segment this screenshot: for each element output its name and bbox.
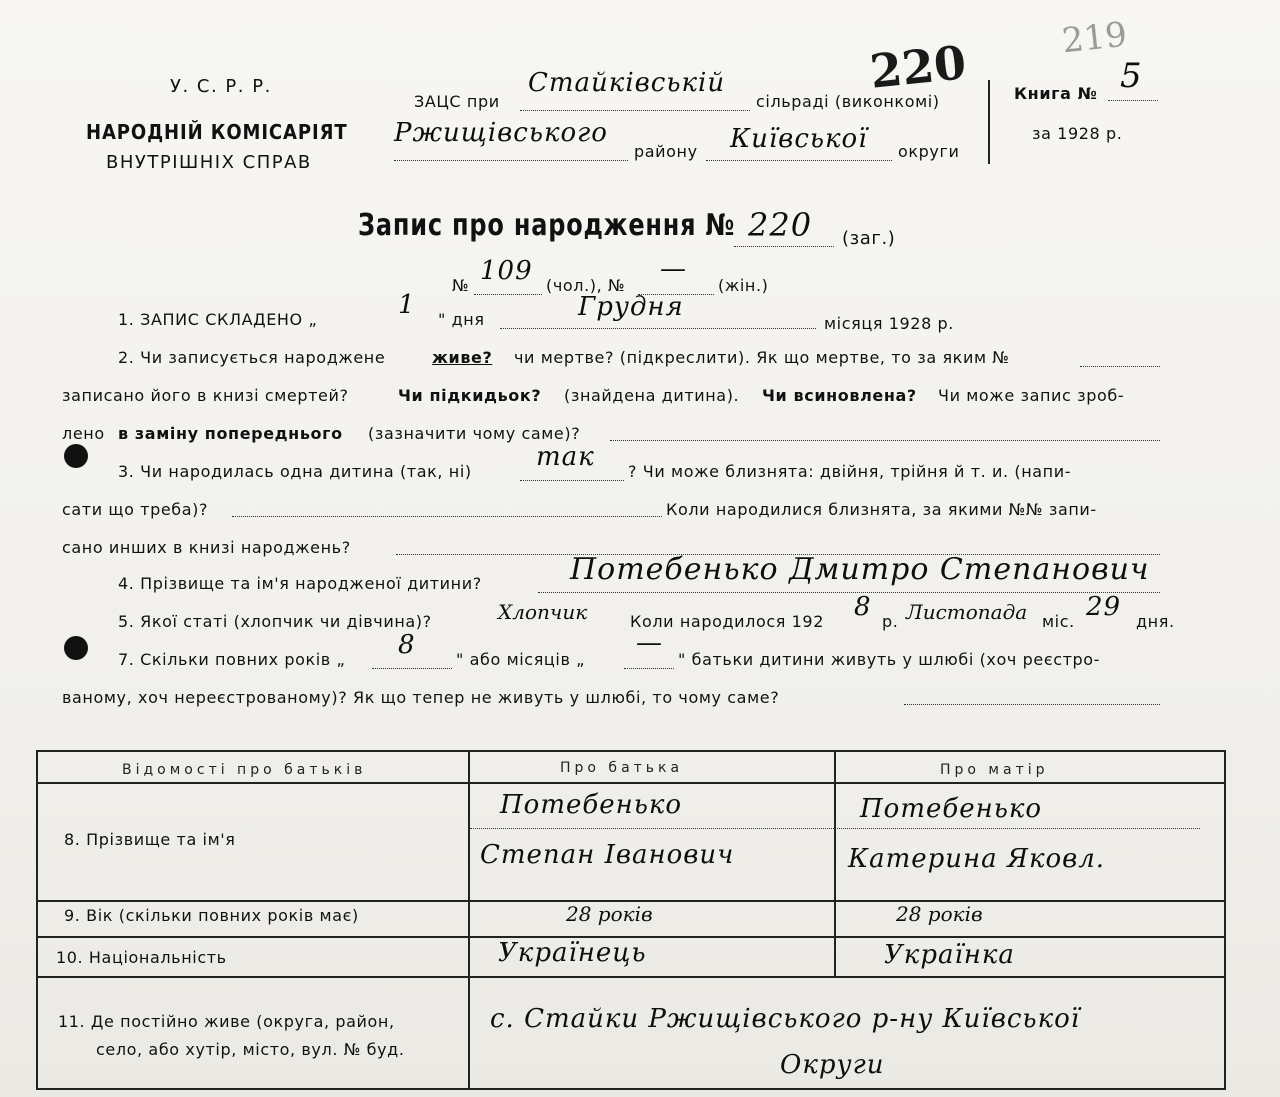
item5-day-label: дня. bbox=[1136, 612, 1175, 631]
stamp-number: 220 bbox=[867, 35, 969, 99]
dotted-line bbox=[1080, 366, 1160, 367]
male-label: (чол.), № bbox=[546, 276, 626, 295]
table-col-line bbox=[834, 752, 836, 902]
item1-day: 1 bbox=[398, 290, 416, 320]
dotted-line bbox=[470, 828, 1200, 829]
father-age: 28 років bbox=[566, 902, 653, 926]
item7-end: " батьки дитини живуть у шлюбі (хоч реєстро- bbox=[678, 650, 1101, 669]
punch-hole bbox=[64, 444, 88, 468]
dotted-line bbox=[500, 328, 816, 329]
region-label: округи bbox=[898, 142, 960, 161]
item1-label: 1. ЗАПИС СКЛАДЕНО „ bbox=[118, 310, 318, 329]
pencil-number: 219 bbox=[1060, 14, 1129, 62]
item2-replace: в заміну попереднього bbox=[118, 424, 343, 443]
father-surname: Потебенько bbox=[500, 790, 683, 820]
dotted-line bbox=[706, 160, 892, 161]
item5-born: Коли народилося 192 bbox=[630, 612, 824, 631]
child-sex: Хлопчик bbox=[498, 600, 588, 624]
table-header-info: Відомості про батьків bbox=[122, 762, 367, 778]
item5-month-label: міс. bbox=[1042, 612, 1075, 631]
item1-mid: " дня bbox=[438, 310, 485, 329]
record-number: 220 bbox=[748, 206, 813, 244]
punch-hole bbox=[64, 636, 88, 660]
table-col-line bbox=[834, 902, 836, 976]
book-value: 5 bbox=[1120, 56, 1143, 96]
dotted-line bbox=[474, 294, 542, 295]
item2-adopt: Чи всиновлена? bbox=[762, 386, 917, 405]
row9-label: 9. Вік (скільки повних років має) bbox=[64, 906, 359, 925]
item2-line2b: (знайдена дитина). bbox=[564, 386, 740, 405]
dotted-line bbox=[1108, 100, 1158, 101]
district-value: Ржищівського bbox=[394, 118, 608, 148]
item3-value: так bbox=[536, 442, 595, 472]
item7-line2: ваному, хоч нереєстрованому)? Як що тепер не живуть у шлюбі, то чому саме? bbox=[62, 688, 780, 707]
child-name: Потебенько Дмитро Степанович bbox=[570, 552, 1150, 587]
dotted-line bbox=[394, 160, 628, 161]
ussr-label: У. С. Р. Р. bbox=[170, 76, 272, 97]
book-box-border bbox=[988, 80, 990, 164]
dotted-line bbox=[904, 704, 1160, 705]
dotted-line bbox=[372, 668, 452, 669]
dotted-line bbox=[734, 246, 834, 247]
item3-line2a: сати що треба)? bbox=[62, 500, 209, 519]
item3-line1b: ? Чи може близнята: двійня, трійня й т. и. (напи- bbox=[628, 462, 1072, 481]
table-col-line bbox=[468, 752, 470, 1088]
item7-label: 7. Скільки повних років „ bbox=[118, 650, 346, 669]
mother-surname: Потебенько bbox=[860, 794, 1043, 824]
father-name: Степан Іванович bbox=[480, 840, 735, 870]
female-number: — bbox=[660, 254, 687, 284]
item2-line3a: лено bbox=[62, 424, 105, 443]
residence-line1: с. Стайки Ржищівського р-ну Київської bbox=[490, 1004, 1081, 1034]
marriage-years: 8 bbox=[398, 630, 416, 660]
marriage-months: — bbox=[636, 628, 663, 658]
birth-year-digit: 8 bbox=[854, 592, 872, 622]
father-nationality: Українець bbox=[498, 938, 647, 968]
item2-found: Чи підкидьок? bbox=[398, 386, 542, 405]
row8-label: 8. Прізвище та ім'я bbox=[64, 830, 236, 849]
item2-line1b: чи мертве? (підкреслити). Як що мертве, то за яким № bbox=[514, 348, 1010, 367]
zags-at-value: Стайківській bbox=[528, 68, 726, 98]
mother-age: 28 років bbox=[896, 902, 983, 926]
council-label: сільраді (виконкомі) bbox=[756, 92, 940, 111]
item3-line3: сано инших в книзі народжень? bbox=[62, 538, 351, 557]
item4-label: 4. Прізвище та ім'я народженої дитини? bbox=[118, 574, 482, 593]
item2-line3b: (зазначити чому саме)? bbox=[368, 424, 581, 443]
male-number: 109 bbox=[480, 256, 533, 286]
table-header-mother: Про матір bbox=[940, 762, 1049, 778]
region-value: Київської bbox=[730, 124, 868, 154]
dotted-line bbox=[232, 516, 662, 517]
residence-line2: Округи bbox=[780, 1050, 885, 1080]
row11-label-2: село, або хутір, місто, вул. № буд. bbox=[96, 1040, 405, 1059]
district-label: району bbox=[634, 142, 698, 161]
item2-alive: живе? bbox=[432, 348, 493, 367]
zags-at-label: ЗАЦС при bbox=[414, 92, 500, 111]
item1-month: Грудня bbox=[578, 292, 684, 322]
year-label: за 1928 р. bbox=[1032, 124, 1123, 143]
dotted-line bbox=[624, 668, 674, 669]
dotted-line bbox=[610, 440, 1160, 441]
dotted-line bbox=[520, 480, 624, 481]
row11-label-1: 11. Де постійно живе (округа, район, bbox=[58, 1012, 395, 1031]
birth-day: 29 bbox=[1086, 592, 1122, 622]
item2-line2a: записано його в книзі смертей? bbox=[62, 386, 349, 405]
table-header-line bbox=[36, 782, 1224, 784]
dotted-line bbox=[538, 592, 1160, 593]
birth-month: Листопада bbox=[906, 600, 1028, 624]
row10-label: 10. Національність bbox=[56, 948, 227, 967]
item5-year-suffix: р. bbox=[882, 612, 899, 631]
mother-name: Катерина Яковл. bbox=[848, 844, 1106, 874]
item2-line2c: Чи може запис зроб- bbox=[938, 386, 1125, 405]
table-header-father: Про батька bbox=[560, 760, 684, 776]
internal-affairs-label: ВНУТРІШНІХ СПРАВ bbox=[106, 152, 312, 173]
record-title: Запис про народження № bbox=[358, 208, 736, 243]
record-number-suffix: (заг.) bbox=[842, 228, 896, 249]
book-label: Книга № bbox=[1014, 84, 1098, 103]
item5-label: 5. Якої статі (хлопчик чи дівчина)? bbox=[118, 612, 432, 631]
item3-line2b: Коли народилися близнята, за якими №№ запи- bbox=[666, 500, 1097, 519]
item7-mid: " або місяців „ bbox=[456, 650, 586, 669]
number-sign: № bbox=[452, 276, 470, 295]
item2-line1a: 2. Чи записується народжене bbox=[118, 348, 386, 367]
table-row-line bbox=[36, 976, 1224, 978]
item3-line1a: 3. Чи народилась одна дитина (так, ні) bbox=[118, 462, 472, 481]
commissariat-label: НАРОДНІЙ КОМІСАРІЯТ bbox=[86, 120, 348, 144]
female-label: (жін.) bbox=[718, 276, 769, 295]
mother-nationality: Українка bbox=[884, 940, 1015, 970]
item1-end: місяця 1928 р. bbox=[824, 314, 954, 333]
dotted-line bbox=[520, 110, 750, 111]
